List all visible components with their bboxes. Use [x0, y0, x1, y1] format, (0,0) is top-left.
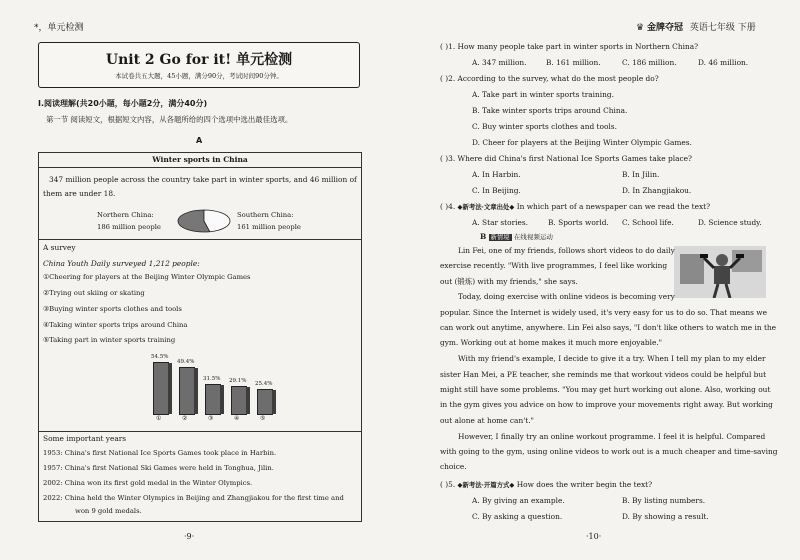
- intro-line-2: them are under 18.: [43, 189, 116, 198]
- year-2022-cont: won 9 gold medals.: [75, 507, 142, 515]
- survey-item-5: ⑤Taking part in winter sports training: [43, 336, 176, 344]
- brand-name: 金牌夺冠: [646, 23, 683, 33]
- survey-item-1: ①Cheering for players at the Beijing Winter Olympic Games: [43, 273, 251, 281]
- years-title: Some important years: [43, 434, 127, 443]
- survey-bar-label-3: 31.5%: [203, 376, 221, 382]
- q5-option-d[interactable]: D. By showing a result.: [622, 512, 709, 521]
- q2-option-b[interactable]: B. Take winter sports trips around China.: [472, 106, 628, 115]
- survey-item-3: ③Buying winter sports clothes and tools: [43, 305, 182, 313]
- q4-option-a[interactable]: A. Star stories.: [472, 218, 528, 227]
- q1-option-a[interactable]: A. 347 million.: [472, 58, 527, 67]
- survey-item-2: ②Trying out skiing or skating: [43, 289, 145, 297]
- passage-line-11: in the gym gives you advice on how to improve your movements right away. But working: [440, 400, 773, 409]
- page-number-10: ·10·: [586, 532, 602, 541]
- divider-2: [39, 431, 361, 432]
- passage-b-header: [480, 232, 553, 241]
- passage-line-14: with going to the gym, using online videos to work out is a much cheaper and time-saving: [440, 447, 778, 456]
- survey-bar-label-5: 25.4%: [255, 381, 273, 387]
- unit-subtitle: 本试卷共五大题，45小题，满分90分，考试时间90分钟。: [115, 72, 283, 80]
- question-1: ( )1. How many people take part in winter sports in Northern China?: [440, 42, 699, 51]
- passage-line-1: Lin Fei, one of my friends, follows short videos to do daily: [458, 246, 675, 255]
- passage-b-topic: 在线视频运动: [513, 233, 553, 241]
- passage-line-7: gym. Working out at home makes it much more enjoyable.": [440, 338, 663, 347]
- pie-slice-south: [204, 210, 230, 232]
- exercise-person-icon: [674, 246, 766, 298]
- survey-title: A survey: [43, 243, 76, 252]
- q5-option-c[interactable]: C. By asking a question.: [472, 512, 563, 521]
- passage-line-6: can work out anytime, anywhere. Lin Fei also says, "I don't like others to watch me in the: [440, 323, 777, 332]
- unit-title: Unit 2 Go for it! 单元检测: [105, 52, 293, 68]
- survey-bar-1: [153, 362, 169, 415]
- q5-option-a[interactable]: A. By giving an example.: [472, 496, 565, 505]
- survey-bar-category-1: ①: [156, 415, 162, 422]
- survey-bar-chart: [147, 349, 287, 425]
- box-title: Winter sports in China: [39, 153, 361, 168]
- intro-line-1: 347 million people across the country take part in winter sports, and 46 million of: [49, 175, 357, 184]
- question-2: ( )2. According to the survey, what do the most people do?: [440, 74, 659, 83]
- page-number-right-deco-r: ·: [598, 532, 602, 541]
- part-1-instructions: 第一节 阅读短文，根据短文内容，从各题所给的四个选项中选出最佳选项。: [46, 115, 293, 124]
- survey-item-4: ④Taking winter sports trips around China: [43, 321, 188, 329]
- passage-line-15: choice.: [440, 462, 467, 471]
- survey-bar-5: [257, 389, 273, 415]
- q3-option-b[interactable]: B. In Jilin.: [622, 170, 660, 179]
- section-1-heading: Ⅰ.阅读理解(共20小题，每小题2分，满分40分): [38, 99, 208, 108]
- passage-line-12: out alone at home can't.": [440, 416, 534, 425]
- passage-line-2: exercise recently. "With live programmes, I feel like working: [440, 261, 668, 270]
- survey-bar-category-2: ②: [182, 415, 188, 422]
- q2-option-d[interactable]: D. Cheer for players at the Beijing Winter Olympic Games.: [472, 138, 692, 147]
- survey-bar-label-1: 54.5%: [151, 354, 169, 360]
- survey-bar-category-3: ③: [208, 415, 214, 422]
- passage-line-13: However, I finally try an online workout programme. I feel it is helpful. Compared: [458, 432, 766, 441]
- q4-option-d[interactable]: D. Science study.: [698, 218, 762, 227]
- question-5: ( )5. ◆新考法·开篇方式◆ How does the writer begin the text?: [440, 480, 653, 489]
- survey-bar-3: [205, 384, 221, 415]
- passage-line-5: popular. Since the Internet is widely used, it's very easy for us to do so. That means we: [440, 308, 768, 317]
- q1-option-c[interactable]: C. 186 million.: [622, 58, 677, 67]
- year-1953: 1953: China's first National Ice Sports Games took place in Harbin.: [43, 449, 277, 457]
- q1-option-b[interactable]: B. 161 million.: [546, 58, 601, 67]
- q5-new-method-tag: ◆新考法·开篇方式◆: [457, 481, 515, 489]
- pie-value-north: 186 million people: [97, 223, 161, 231]
- q4-option-b[interactable]: B. Sports world.: [548, 218, 609, 227]
- q1-option-d[interactable]: D. 46 million.: [698, 58, 749, 67]
- survey-bar-4: [231, 386, 247, 415]
- q3-option-a[interactable]: A. In Harbin.: [472, 170, 521, 179]
- winter-sports-box: [38, 152, 362, 522]
- new-scenario-badge: 新情境: [490, 234, 510, 241]
- page-number-right-deco: ·: [191, 532, 195, 541]
- book-title: 英语七年级 下册: [689, 23, 756, 33]
- page-number-left-deco-r: ·: [586, 532, 589, 541]
- q4-new-method-tag: ◆新考法·文章出处◆: [457, 203, 515, 211]
- left-header: *，单元检测: [34, 23, 84, 33]
- right-header: [636, 20, 756, 33]
- survey-bar-2: [179, 367, 195, 415]
- pie-label-south: Southern China:: [237, 211, 294, 219]
- survey-line: China Youth Daily surveyed 1,212 people:: [43, 259, 200, 268]
- q4-option-c[interactable]: C. School life.: [622, 218, 674, 227]
- passage-line-9: sister Han Mei, a PE teacher, she reminds me that workout videos could be helpful but: [440, 370, 767, 379]
- year-2002: 2002: China won its first gold medal in the Winter Olympics.: [43, 479, 253, 487]
- q2-option-c[interactable]: C. Buy winter sports clothes and tools.: [472, 122, 617, 131]
- passage-a-letter: A: [196, 136, 203, 145]
- survey-bar-category-5: ⑤: [260, 415, 266, 422]
- unit-title-box: [38, 42, 360, 88]
- year-1957: 1957: China's first National Ski Games were held in Tonghua, Jilin.: [43, 464, 274, 472]
- survey-bar-category-4: ④: [234, 415, 240, 422]
- workout-illustration: [674, 246, 766, 298]
- question-3: ( )3. Where did China's first National Ice Sports Games take place?: [440, 154, 692, 163]
- passage-line-4: Today, doing exercise with online videos is becoming very: [458, 292, 675, 301]
- pie-label-north: Northern China:: [97, 211, 154, 219]
- question-4: ( )4. ◆新考法·文章出处◆ In which part of a newspaper can we read the text?: [440, 202, 711, 211]
- year-2022: 2022: China held the Winter Olympics in Beijing and Zhangjiakou for the first time and: [43, 494, 344, 502]
- divider-1: [39, 239, 361, 240]
- q5-option-b[interactable]: B. By listing numbers.: [622, 496, 706, 505]
- survey-bar-label-4: 29.1%: [229, 378, 247, 384]
- passage-b-letter: B: [480, 232, 487, 241]
- page-number-9: ·9·: [184, 532, 195, 541]
- q2-option-a[interactable]: A. Take part in winter sports training.: [472, 90, 614, 99]
- passage-line-8: With my friend's example, I decide to give it a try. When I tell my plan to my elder: [458, 354, 766, 363]
- passage-line-10: might still have some problems. "You may get hurt working out alone. Also, working out: [440, 385, 771, 394]
- population-pie-chart: [175, 207, 233, 235]
- q3-option-c[interactable]: C. In Beijing.: [472, 186, 521, 195]
- passage-line-3: out (锻炼) with my friends," she says.: [440, 277, 578, 286]
- q3-option-d[interactable]: D. In Zhangjiakou.: [622, 186, 692, 195]
- page-number-left-deco: ·: [184, 532, 187, 541]
- survey-bar-label-2: 49.4%: [177, 359, 195, 365]
- crown-icon: ♛: [636, 23, 645, 33]
- pie-value-south: 161 million people: [237, 223, 301, 231]
- right-page: [400, 0, 800, 560]
